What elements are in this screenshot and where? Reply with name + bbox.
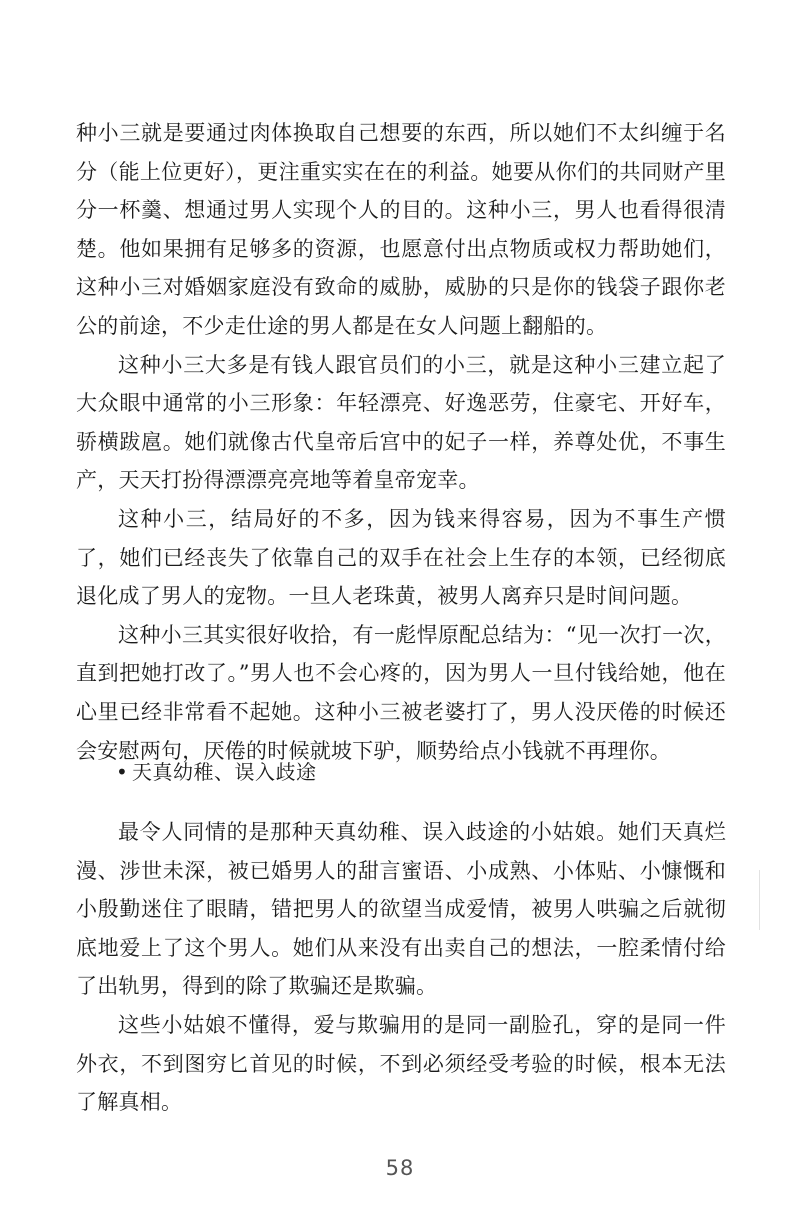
paragraph-handling: 这种小三其实很好收拾，有一彪悍原配总结为：“见一次打一次，直到把她打改了。”男人也不会心疼的，因为男人一旦付钱给她，他在心里已经非常看不起她。这种小三被老婆打了，男人没厌倦的时候还会安慰两句，厌倦的时候就坡下驴，顺势给点小钱就不再理你。 bbox=[76, 622, 726, 763]
paragraph-rich-officials-mistress: 这种小三大多是有钱人跟官员们的小三，就是这种小三建立起了大众眼中通常的小三形象：年轻漂亮、好逸恶劳，住豪宅、开好车，骄横跋扈。她们就像古代皇帝后宫中的妃子一样，养尊处优，不事生产，天天打扮得漂漂亮亮地等着皇帝宠幸。 bbox=[76, 352, 726, 493]
body-text-upper bbox=[76, 114, 726, 770]
paragraph-outcome: 这种小三，结局好的不多，因为钱来得容易，因为不事生产惯了，她们已经丧失了依靠自己的双手在社会上生存的本领，已经彻底退化成了男人的宠物。一旦人老珠黄，被男人离弃只是时间问题。 bbox=[76, 506, 726, 609]
page-number: 58 bbox=[385, 1156, 415, 1180]
section-heading bbox=[76, 757, 726, 787]
scan-edge-divider bbox=[759, 870, 760, 930]
paragraph-naive-girls: 最令人同情的是那种天真幼稚、误入歧途的小姑娘。她们天真烂漫、涉世未深，被已婚男人的甜言蜜语、小成熟、小体贴、小慷慨和小殷勤迷住了眼睛，错把男人的欲望当成爱情，被男人哄骗之后就彻底地爱上了这个男人。她们从来没有出卖自己的想法，一腔柔情付给了出轨男，得到的除了欺骗还是欺骗。 bbox=[76, 820, 726, 999]
section-heading-title: 天真幼稚、误入歧途 bbox=[132, 760, 317, 784]
paragraph-continuation: 种小三就是要通过肉体换取自己想要的东西，所以她们不太纠缠于名分（能上位更好），更注重实实在在的利益。她要从你们的共同财产里分一杯羹、想通过男人实现个人的目的。这种小三，男人也看得很清楚。他如果拥有足够多的资源，也愿意付出点物质或权力帮助她们，这种小三对婚姻家庭没有致命的威胁，威胁的只是你的钱袋子跟你老公的前途，不少走仕途的男人都是在女人问题上翻船的。 bbox=[76, 121, 726, 338]
paragraph-truth: 这些小姑娘不懂得，爱与欺骗用的是同一副脸孔，穿的是同一件外衣，不到图穷匕首见的时候，不到必须经受考验的时候，根本无法了解真相。 bbox=[76, 1012, 726, 1115]
bullet-icon: • bbox=[116, 760, 129, 784]
body-text-lower bbox=[76, 813, 726, 1122]
